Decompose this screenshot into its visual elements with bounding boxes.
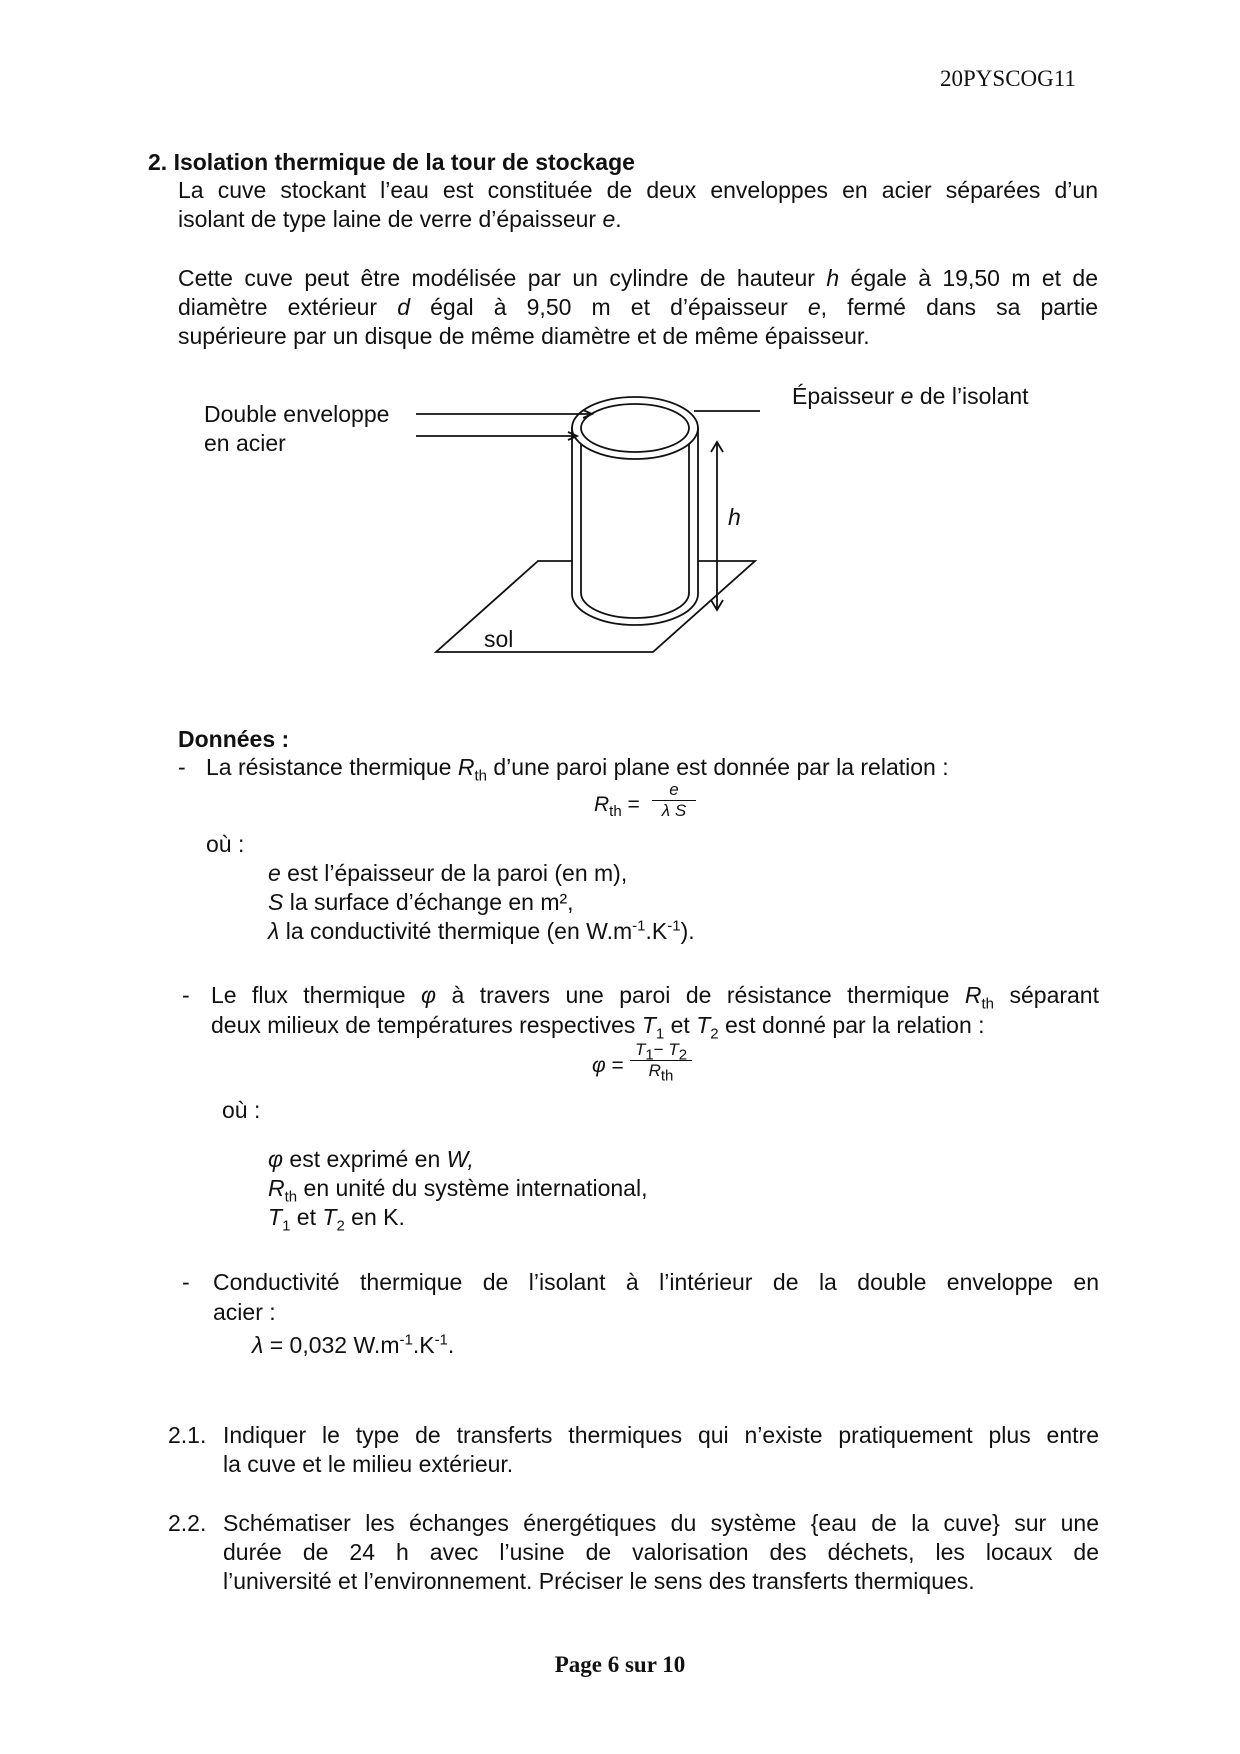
model-line-1: Cette cuve peut être modélisée par un cylindre de hauteur h égale à 19,50 m et de: [178, 265, 1099, 291]
question-2-1-line-2: la cuve et le milieu extérieur.: [223, 1451, 514, 1477]
question-2-2-number: 2.2.: [168, 1510, 207, 1536]
bullet-2-dash: -: [182, 982, 190, 1008]
definition-rth: $R_{th}$ en unité du système international,: [268, 1175, 648, 1206]
formula-rth-denominator: λ S: [661, 801, 687, 820]
lambda-value: λ = 0,032 $W.m^{-1}.K^{-1}$.: [252, 1331, 455, 1358]
formula-phi-denominator: $R_{th}$: [648, 1061, 674, 1085]
tank-diagram: [0, 0, 1240, 700]
figure-label-en-acier: en acier: [204, 430, 286, 456]
donnees-title: Données :: [178, 726, 290, 752]
figure-label-sol: sol: [484, 626, 514, 652]
section-title: 2. Isolation thermique de la tour de stockage: [148, 149, 635, 175]
bullet-1-text: La résistance thermique $R_{th}$ d’une paroi plane est donnée par la relation :: [206, 754, 949, 785]
intro-line-1: La cuve stockant l’eau est constituée de deux enveloppes en acier séparées d’un: [178, 177, 1098, 203]
ou-label-2: où :: [222, 1097, 261, 1123]
question-2-1-number: 2.1.: [168, 1422, 207, 1448]
formula-phi-numerator: $T_1- T_2$: [630, 1040, 692, 1061]
definition-lambda: λ la conductivité thermique (en $W.m^{-1}.K^{-1}$).: [268, 917, 695, 944]
definition-s: S la surface d’échange en m²,: [268, 889, 574, 915]
question-2-1-line-1: Indiquer le type de transferts thermiques qui n’existe pratiquement plus entre: [223, 1422, 1099, 1448]
definition-t1-t2: $T_1$ et $T_2$ en K.: [268, 1204, 405, 1235]
bullet-3-line-2: acier :: [213, 1299, 276, 1325]
question-2-2-line-1: Schématiser les échanges énergétiques du système {eau de la cuve} sur une: [223, 1510, 1099, 1536]
bullet-3-line-1: Conductivité thermique de l’isolant à l’intérieur de la double enveloppe en: [213, 1269, 1099, 1295]
bullet-1-dash: -: [178, 754, 186, 780]
model-line-2: diamètre extérieur d égal à 9,50 m et d’épaisseur e, fermé dans sa partie: [178, 294, 1099, 320]
formula-phi: φ = $T_1- T_2$ $R_{th}$: [592, 1040, 712, 1092]
definition-e: e est l’épaisseur de la paroi (en m),: [268, 860, 628, 886]
document-code: 20PYSCOG11: [940, 66, 1076, 91]
question-2-2-line-3: l’université et l’environnement. Préciser le sens des transferts thermiques.: [223, 1568, 975, 1594]
formula-rth-numerator: e: [652, 780, 696, 801]
bullet-2-line-2: deux milieux de températures respectives $T_1$ et $T_2$ est donné par la relation :: [211, 1012, 985, 1043]
figure-label-thickness: Épaisseur e de l’isolant: [792, 383, 1029, 409]
intro-line-2: isolant de type laine de verre d’épaisseur e.: [178, 206, 622, 232]
cylinder-top-outer: [572, 397, 698, 459]
bullet-2-line-1: Le flux thermique φ à travers une paroi de résistance thermique $R_{th}$ séparant: [211, 982, 1099, 1013]
question-2-2-line-2: durée de 24 h avec l’usine de valorisation des déchets, les locaux de: [223, 1539, 1099, 1565]
page-number: Page 6 sur 10: [554, 1652, 686, 1677]
ou-label-1: où :: [206, 831, 245, 857]
bullet-3-dash: -: [182, 1269, 190, 1295]
formula-rth: $R_{th}$ = $\frac{e}{\text{λ S}}$: [594, 780, 704, 830]
definition-phi: φ est exprimé en W,: [268, 1146, 474, 1172]
model-line-3: supérieure par un disque de même diamètre et de même épaisseur.: [178, 323, 870, 349]
figure-label-double-enveloppe: Double enveloppe: [204, 401, 390, 427]
figure-label-h: h: [728, 504, 741, 530]
